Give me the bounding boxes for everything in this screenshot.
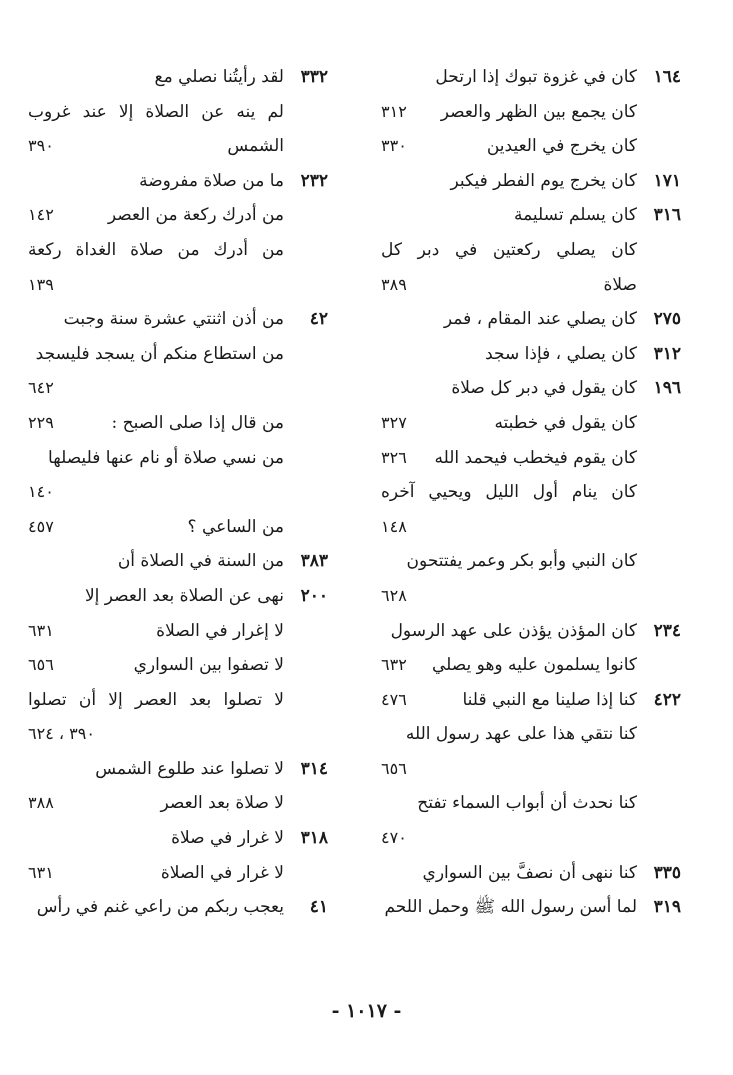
index-entry bbox=[28, 510, 328, 545]
index-entry bbox=[28, 648, 328, 683]
entry-text: كنا ننهى أن نصفَّ بين السواري bbox=[422, 862, 637, 883]
index-entry bbox=[28, 129, 328, 164]
index-entry bbox=[381, 337, 681, 372]
entry-text: كنا نحدث أن أبواب السماء تفتح bbox=[417, 793, 637, 814]
entry-number: ١٧١ bbox=[653, 170, 681, 191]
entry-text: نهى عن الصلاة بعد العصر إلا bbox=[84, 585, 284, 606]
index-entry bbox=[381, 614, 681, 649]
entry-text: كان يصلي ، فإذا سجد bbox=[485, 343, 637, 364]
entry-text: من الساعي ؟ bbox=[187, 516, 284, 537]
entry-number: ٣١٦ bbox=[653, 205, 681, 226]
page-reference: ٤٧٠ bbox=[381, 828, 407, 848]
page-reference: ٣٢٧ bbox=[381, 412, 407, 432]
index-entry bbox=[381, 371, 681, 406]
page-reference: ٣٢٦ bbox=[381, 447, 407, 467]
index-entry bbox=[381, 198, 681, 233]
entry-number: ٣٣٢ bbox=[300, 67, 328, 87]
entry-number: ٤١ bbox=[309, 897, 328, 918]
entry-text: كانوا يسلمون عليه وهو يصلي bbox=[432, 655, 637, 676]
index-entry bbox=[381, 60, 681, 95]
entry-number: ٣١٢ bbox=[653, 343, 681, 364]
entry-number: ٣٨٣ bbox=[300, 551, 328, 572]
page-reference: ١٤٢ bbox=[28, 205, 54, 225]
entry-text: لما أسن رسول الله ﷺ وحمل اللحم bbox=[384, 897, 637, 918]
entry-text: الشمس bbox=[227, 136, 284, 157]
page-reference: ٦٥٦ bbox=[381, 758, 407, 778]
entry-text: ما من صلاة مفروضة bbox=[139, 170, 284, 191]
entry-text: يعجب ربكم من راعي غنم في رأس bbox=[36, 897, 284, 918]
index-entry bbox=[28, 337, 328, 372]
index-entry bbox=[381, 648, 681, 683]
index-entry bbox=[28, 579, 328, 614]
page-reference: ٣٣٠ bbox=[381, 136, 407, 156]
page-reference: ١٤٨ bbox=[381, 516, 407, 536]
index-entry bbox=[381, 475, 681, 510]
index-entry bbox=[28, 475, 328, 510]
index-entry bbox=[381, 129, 681, 164]
index-entry bbox=[381, 717, 681, 752]
index-entry bbox=[381, 856, 681, 891]
index-entry bbox=[28, 268, 328, 303]
entry-text: كان ينام أول الليل ويحيي آخره bbox=[381, 482, 637, 503]
index-column-right bbox=[381, 60, 681, 925]
entry-number: ٢٣٤ bbox=[653, 620, 681, 641]
index-entry bbox=[28, 786, 328, 821]
entry-text: من نسي صلاة أو نام عنها فليصلها bbox=[48, 447, 284, 468]
entry-text: كان يخرج في العيدين bbox=[486, 136, 637, 157]
entry-text: من السنة في الصلاة أن bbox=[117, 551, 284, 572]
entry-text: كان النبي وأبو بكر وعمر يفتتحون bbox=[406, 551, 637, 572]
entry-text: لا إغرار في الصلاة bbox=[156, 620, 284, 641]
page-reference: ٣٩٠ ، ٦٢٤ bbox=[28, 724, 95, 744]
entry-text: لا صلاة بعد العصر bbox=[160, 793, 284, 814]
index-entry bbox=[381, 302, 681, 337]
page-reference: ٢٢٩ bbox=[28, 412, 54, 432]
page-reference: ٦٤٢ bbox=[28, 378, 54, 398]
entry-text: كنا إذا صلينا مع النبي قلنا bbox=[462, 689, 637, 710]
index-entry bbox=[381, 164, 681, 199]
entry-text: كان يسلم تسليمة bbox=[513, 205, 637, 226]
entry-text: من استطاع منكم أن يسجد فليسجد bbox=[35, 343, 284, 364]
page-reference: ٤٥٧ bbox=[28, 516, 54, 536]
page-reference: ١٤٠ bbox=[28, 482, 54, 502]
index-entry bbox=[381, 95, 681, 130]
entry-text: لا غرار في الصلاة bbox=[160, 862, 284, 883]
entry-text: من أدرك من صلاة الغداة ركعة bbox=[28, 239, 284, 260]
index-entry bbox=[28, 544, 328, 579]
index-entry bbox=[381, 510, 681, 545]
index-entry bbox=[28, 717, 328, 752]
entry-text: كان يخرج يوم الفطر فيكبر bbox=[450, 170, 637, 191]
entry-text: كان يقوم فيخطب فيحمد الله bbox=[434, 447, 637, 468]
entry-number: ٣١٩ bbox=[653, 897, 681, 918]
entry-number: ٢٠٠ bbox=[300, 585, 328, 606]
index-entry bbox=[28, 821, 328, 856]
page-reference: ٣١٢ bbox=[381, 101, 407, 121]
entry-text: كان يصلي ركعتين في دبر كل bbox=[381, 239, 637, 260]
entry-text: كان يجمع بين الظهر والعصر bbox=[440, 101, 637, 122]
entry-text: من أذن اثنتي عشرة سنة وجبت bbox=[63, 309, 284, 330]
index-entry bbox=[28, 95, 328, 130]
index-entry bbox=[28, 406, 328, 441]
entry-text: لا تصفوا بين السواري bbox=[133, 655, 284, 676]
index-entry bbox=[381, 441, 681, 476]
index-entry bbox=[28, 164, 328, 199]
index-entry bbox=[28, 441, 328, 476]
entry-text: لا تصلوا عند طلوع الشمس bbox=[95, 758, 284, 779]
entry-number: ١٩٦ bbox=[653, 378, 681, 399]
entry-text: من قال إذا صلى الصبح : bbox=[111, 412, 284, 433]
entry-text: صلاة bbox=[603, 274, 637, 295]
page-reference: ٤٧٦ bbox=[381, 689, 407, 709]
entry-number: ٤٢ bbox=[309, 309, 328, 330]
index-entry bbox=[28, 683, 328, 718]
index-entry bbox=[28, 198, 328, 233]
entry-text: كان يصلي عند المقام ، فمر bbox=[443, 309, 637, 330]
entry-number: ٣١٤ bbox=[300, 758, 328, 779]
entry-text: كنا نتقي هذا على عهد رسول الله bbox=[405, 724, 637, 745]
index-entry bbox=[381, 579, 681, 614]
entry-number: ١٦٤ bbox=[653, 67, 681, 87]
index-entry bbox=[381, 406, 681, 441]
index-entry bbox=[381, 268, 681, 303]
index-entry bbox=[28, 302, 328, 337]
index-entry bbox=[381, 683, 681, 718]
entry-text: كان المؤذن يؤذن على عهد الرسول bbox=[390, 620, 637, 641]
entry-text: لقد رأيتُنا نصلي مع bbox=[154, 67, 284, 87]
page-reference: ٦٣١ bbox=[28, 620, 54, 640]
index-entry bbox=[381, 544, 681, 579]
index-entry bbox=[28, 233, 328, 268]
entry-number: ٢٧٥ bbox=[653, 309, 681, 330]
page-reference: ١٣٩ bbox=[28, 274, 54, 294]
index-entry bbox=[381, 786, 681, 821]
entry-text: كان في غزوة تبوك إذا ارتحل bbox=[435, 67, 637, 87]
index-column-left bbox=[28, 60, 328, 925]
entry-text: كان يقول في خطبته bbox=[494, 412, 637, 433]
index-entry bbox=[381, 752, 681, 787]
entry-text: لا غرار في صلاة bbox=[171, 828, 284, 849]
entry-number: ٤٢٢ bbox=[653, 689, 681, 710]
page-reference: ٦٣١ bbox=[28, 862, 54, 882]
index-entry bbox=[381, 890, 681, 925]
page-number: - ١٠١٧ - bbox=[331, 1000, 402, 1022]
page-reference: ٦٣٢ bbox=[381, 655, 407, 675]
entry-number: ٢٣٢ bbox=[300, 170, 328, 191]
index-entry bbox=[381, 233, 681, 268]
entry-text: من أدرك ركعة من العصر bbox=[107, 205, 284, 226]
index-entry bbox=[381, 821, 681, 856]
entry-number: ٣٣٥ bbox=[653, 862, 681, 883]
page-reference: ٣٨٨ bbox=[28, 793, 54, 813]
index-entry bbox=[28, 371, 328, 406]
entry-text: لم ينه عن الصلاة إلا عند غروب bbox=[28, 101, 284, 122]
index-entry bbox=[28, 856, 328, 891]
index-entry bbox=[28, 752, 328, 787]
index-entry bbox=[28, 890, 328, 925]
page-reference: ٦٥٦ bbox=[28, 655, 54, 675]
entry-number: ٣١٨ bbox=[300, 828, 328, 849]
index-entry bbox=[28, 614, 328, 649]
page-reference: ٣٨٩ bbox=[381, 274, 407, 294]
page-reference: ٣٩٠ bbox=[28, 136, 54, 156]
entry-text: كان يقول في دبر كل صلاة bbox=[451, 378, 637, 399]
entry-text: لا تصلوا بعد العصر إلا أن تصلوا bbox=[28, 689, 284, 710]
page-reference: ٦٢٨ bbox=[381, 585, 407, 605]
index-entry bbox=[28, 60, 328, 95]
